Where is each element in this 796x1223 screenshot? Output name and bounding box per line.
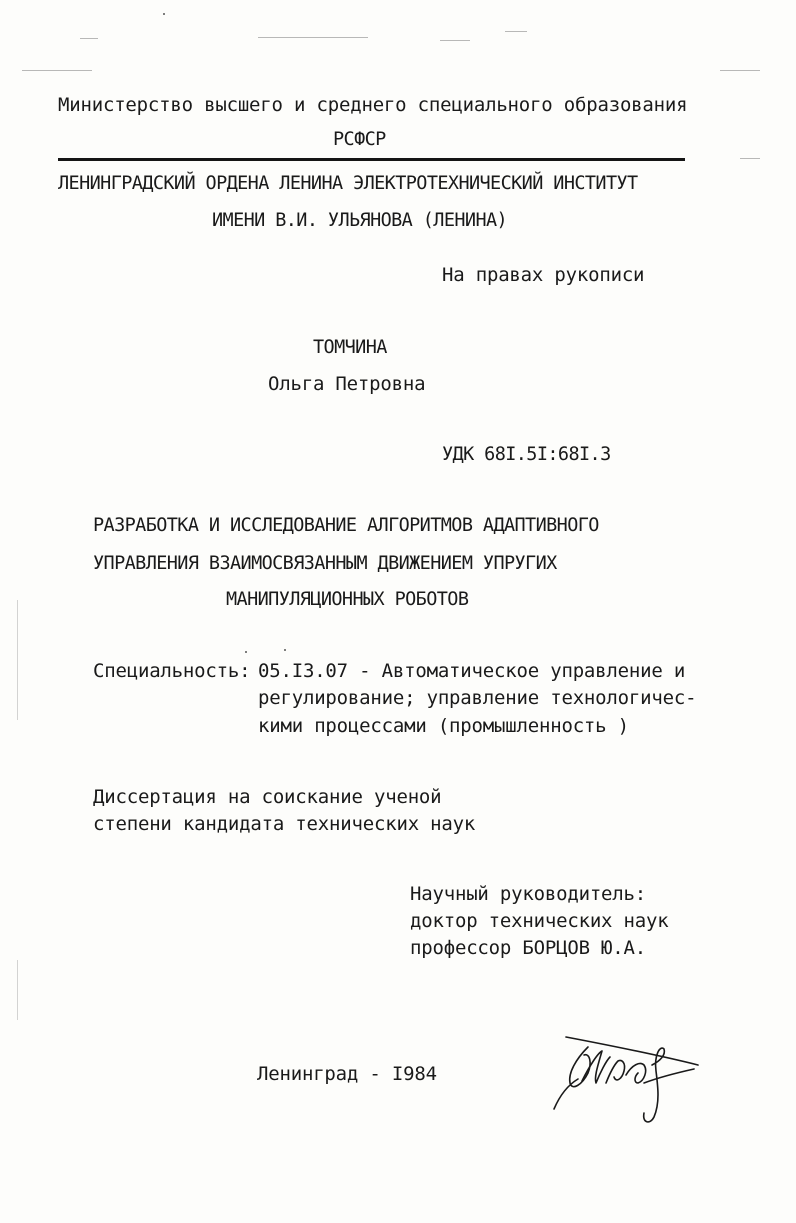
- scan-dot: [245, 651, 247, 653]
- ministry-line-1: Министерство высшего и среднего специального образования: [58, 94, 688, 116]
- udc-code: УДК 68I.5I:68I.3: [442, 444, 611, 465]
- scan-noise: [720, 70, 760, 71]
- place-year: Ленинград - I984: [257, 1063, 437, 1085]
- institute-line-1: ЛЕНИНГРАДСКИЙ ОРДЕНА ЛЕНИНА ЭЛЕКТРОТЕХНИЧЕСКИЙ ИНСТИТУТ: [58, 173, 638, 194]
- handwritten-signature: [548, 1025, 708, 1135]
- author-given-names: Ольга Петровна: [268, 373, 426, 395]
- title-line-2: УПРАВЛЕНИЯ ВЗАИМОСВЯЗАННЫМ ДВИЖЕНИЕМ УПРУГИХ: [93, 553, 557, 574]
- dissertation-line-1: Диссертация на соискание ученой: [93, 786, 442, 808]
- institute-line-2: ИМЕНИ В.И. УЛЬЯНОВА (ЛЕНИНА): [212, 210, 508, 231]
- scan-noise: [258, 37, 368, 38]
- scan-edge-mark: [17, 600, 18, 720]
- scan-dot: [163, 13, 165, 15]
- specialty-label: Специальность:: [93, 660, 251, 682]
- specialty-line-2: регулирование; управление технологичес-: [258, 687, 697, 709]
- title-line-3: МАНИПУЛЯЦИОННЫХ РОБОТОВ: [226, 589, 469, 610]
- supervisor-line-2: доктор технических наук: [410, 910, 669, 932]
- specialty-line-1: 05.I3.07 - Автоматическое управление и: [258, 660, 686, 682]
- supervisor-line-1: Научный руководитель:: [410, 883, 647, 905]
- scan-edge-mark: [17, 960, 18, 1020]
- scan-noise: [22, 70, 92, 71]
- scan-dot: [284, 649, 286, 651]
- manuscript-note: На правах рукописи: [442, 264, 645, 286]
- title-line-1: РАЗРАБОТКА И ИССЛЕДОВАНИЕ АЛГОРИТМОВ АДАПТИВНОГО: [93, 515, 599, 536]
- header-rule: [58, 158, 685, 161]
- supervisor-line-3: профессор БОРЦОВ Ю.А.: [410, 937, 647, 959]
- specialty-line-3: кими процессами (промышленность ): [258, 715, 629, 737]
- ministry-line-2: РСФСР: [333, 129, 386, 150]
- scan-noise: [80, 38, 98, 39]
- scan-noise: [440, 40, 470, 41]
- scan-noise: [740, 158, 760, 159]
- dissertation-line-2: степени кандидата технических наук: [93, 813, 476, 835]
- scan-noise: [505, 31, 527, 32]
- author-surname: ТОМЧИНА: [313, 337, 387, 358]
